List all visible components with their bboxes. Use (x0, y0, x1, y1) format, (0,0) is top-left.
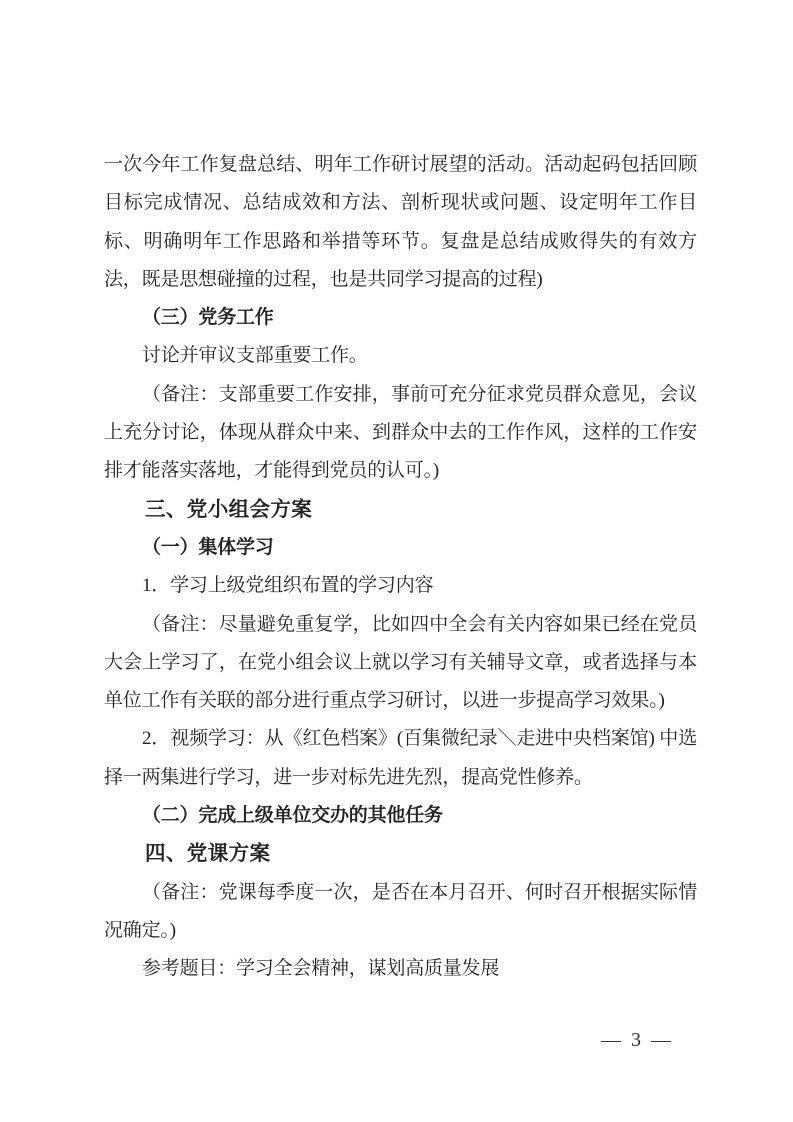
list-item: 1．学习上级党组织布置的学习内容 (142, 575, 434, 597)
list-item: 2．视频学习：从《红色档案》(百集微纪录＼走进中央档案馆) 中选择一两集进行学习，进一步对标先进先烈，提高党性修养。 (104, 728, 697, 788)
section-heading: 三、党小组会方案 (145, 498, 313, 521)
note-paragraph: （备注：尽量避免重复学，比如四中全会有关内容如果已经在党员大会上学习了，在党小组会议上就以学习有关辅导文章，或者选择与本单位工作有关联的部分进行重点学习研讨，以进一步提高学习效果。) (104, 613, 697, 712)
subsection-heading: （一）集体学习 (142, 536, 274, 558)
body-paragraph: 讨论并审议支部重要工作。 (142, 345, 368, 367)
page-number: — 3 — (601, 1029, 671, 1051)
subsection-heading: （三）党务工作 (142, 307, 274, 329)
note-paragraph: （备注：党课每季度一次，是否在本月召开、何时召开根据实际情况确定。) (104, 881, 697, 941)
body-paragraph: 参考题目：学习全会精神，谋划高质量发展 (142, 958, 500, 980)
document-body (104, 146, 697, 989)
section-heading: 四、党课方案 (145, 843, 271, 866)
subsection-heading: （二）完成上级单位交办的其他任务 (142, 805, 443, 827)
body-paragraph: 一次今年工作复盘总结、明年工作研讨展望的活动。活动起码包括回顾目标完成情况、总结成效和方法、剖析现状或问题、设定明年工作目标、明确明年工作思路和举措等环节。复盘是总结成败得失的有效方法，既是思想碰撞的过程，也是共同学习提高的过程) (104, 154, 697, 290)
note-paragraph: （备注：支部重要工作安排，事前可充分征求党员群众意见，会议上充分讨论，体现从群众中来、到群众中去的工作作风，这样的工作安排才能落实落地，才能得到党员的认可。) (104, 383, 697, 482)
